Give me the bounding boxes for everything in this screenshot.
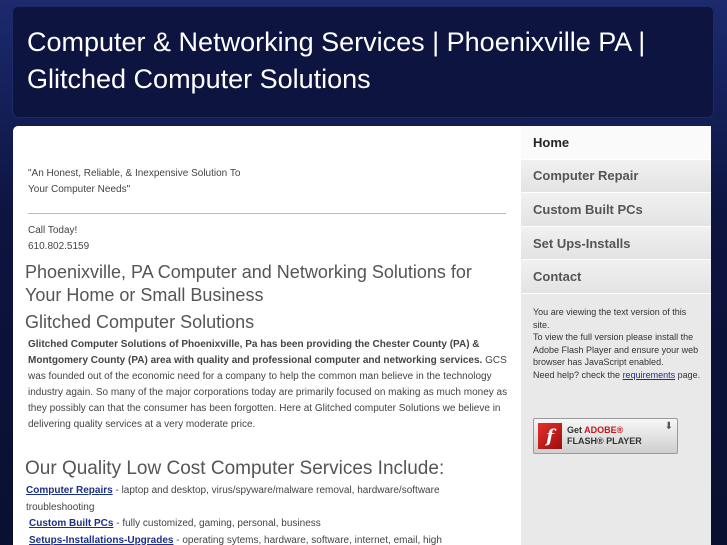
flash-note-2: To view the full version please install the Adobe Flash Player and ensure your web browser has JavaScript enabled. <box>533 332 699 367</box>
nav-label: Computer Repair <box>533 168 639 184</box>
services-heading: Our Quality Low Cost Computer Services Include: <box>25 458 445 479</box>
nav-label: Contact <box>533 269 582 285</box>
get-flash-player-button[interactable] <box>533 418 678 454</box>
flash-badge-label <box>567 425 642 447</box>
service-desc: - fully customized, gaming, personal, business <box>113 518 321 529</box>
call-label: Call Today! <box>28 225 78 236</box>
intro-text: GCS was founded out of the economic need for a company to help the common man believe in the technology industry again. So many of the major corporations today are primarily focused on making as much money as they possibly can that the consumer has been forgotten. Here at Glitched computer Solutions we believe in delivering quality services at a very moderate price. <box>28 355 508 430</box>
help-prefix: Need help? check the <box>533 369 623 380</box>
requirements-link[interactable]: requirements <box>622 369 676 380</box>
tagline: "An Honest, Reliable, & Inexpensive Solution To Your Computer Needs" <box>28 168 241 195</box>
help-suffix: page. <box>675 369 701 380</box>
nav-label: Home <box>533 134 570 150</box>
download-arrow-icon: ⬇ <box>664 421 673 432</box>
sidebar <box>521 126 711 545</box>
nav-item-custom-built-pcs[interactable] <box>521 193 711 227</box>
help-line <box>533 369 703 382</box>
site-title: Computer & Networking Services | Phoenixville PA | Glitched Computer Solutions <box>27 27 646 94</box>
flash-get: Get <box>567 425 585 435</box>
list-item <box>26 533 506 545</box>
nav-item-computer-repair[interactable] <box>521 160 711 194</box>
phone-number: 610.802.5159 <box>28 241 90 252</box>
service-desc: - operating sytems, hardware, software, internet, email, high <box>173 534 442 545</box>
page-heading: Phoenixville, PA Computer and Networking Solutions for Your Home or Small Business <box>25 262 472 305</box>
intro-paragraph <box>28 337 508 433</box>
list-item <box>26 483 506 516</box>
flash-adobe: ADOBE® <box>584 425 624 435</box>
nav-item-set-ups-installs[interactable] <box>521 227 711 261</box>
company-heading: Glitched Computer Solutions <box>25 312 255 332</box>
nav-item-home[interactable] <box>521 126 711 160</box>
setups-installations-link[interactable]: Setups-Installations-Upgrades <box>29 534 174 545</box>
custom-built-pcs-link[interactable]: Custom Built PCs <box>29 518 114 529</box>
computer-repairs-link[interactable]: Computer Repairs <box>26 485 113 496</box>
services-list <box>26 483 506 545</box>
service-desc: - laptop and desktop, virus/spyware/malware removal, hardware/software troubleshooting <box>26 485 440 513</box>
call-block <box>28 223 89 255</box>
flash-logo-icon: f <box>538 423 562 449</box>
flash-player-text: FLASH® PLAYER <box>567 436 642 446</box>
intro-bold: Glitched Computer Solutions of Phoenixville, Pa has been providing the Chester County (PA) & Montgomery County (PA) area with quality and professional computer and networking services. <box>28 339 483 366</box>
divider <box>28 213 506 214</box>
nav-label: Custom Built PCs <box>533 201 643 217</box>
site-header <box>12 6 714 118</box>
main-content <box>13 126 521 545</box>
nav-label: Set Ups-Installs <box>533 235 631 251</box>
list-item <box>26 516 506 533</box>
nav-item-contact[interactable] <box>521 260 711 294</box>
flash-notice <box>533 306 703 381</box>
flash-note-1: You are viewing the text version of this site. <box>533 307 687 330</box>
